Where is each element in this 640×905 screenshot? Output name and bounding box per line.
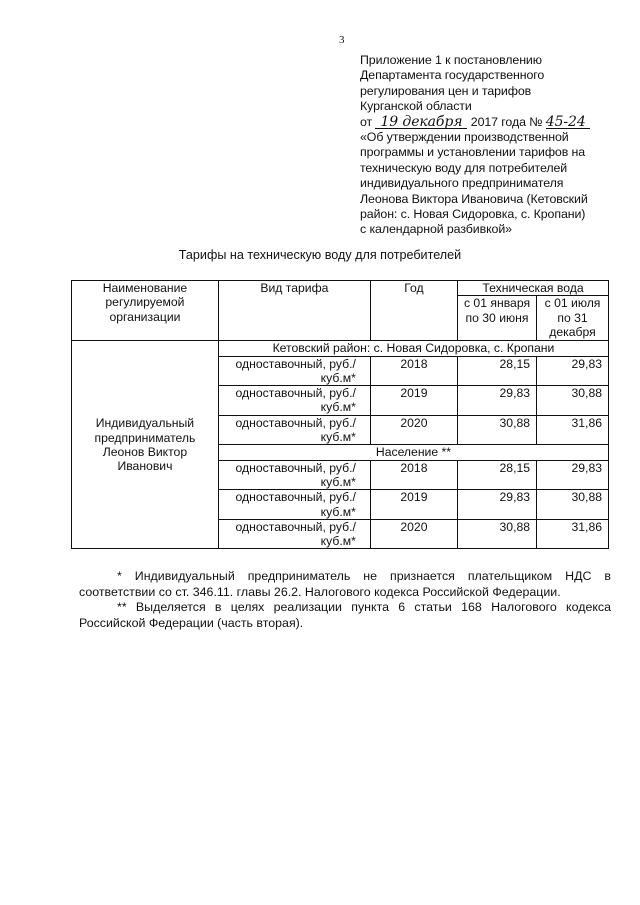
tariff-value-second-half: 29,83 (537, 356, 609, 386)
handwritten-date: 19 декабря (375, 116, 467, 129)
tariff-kind: одноставочный, руб./куб.м* (218, 460, 370, 490)
section-title: Население ** (218, 445, 608, 460)
tariff-value-first-half: 28,15 (458, 356, 537, 386)
appendix-line: индивидуального предпринимателя (360, 176, 564, 191)
tariff-value-second-half: 30,88 (537, 386, 609, 416)
tariff-value-second-half: 31,86 (537, 415, 609, 445)
appendix-line: с календарной разбивкой» (360, 222, 512, 237)
tariff-year: 2019 (370, 490, 457, 520)
table-header-row (72, 281, 609, 296)
header-technical-water: Техническая вода (458, 281, 609, 296)
appendix-line: Департамента государственного (360, 68, 545, 83)
tariff-value-second-half: 29,83 (537, 460, 609, 490)
tariff-year: 2020 (370, 415, 457, 445)
date-prefix: от (360, 114, 373, 129)
appendix-line: район: с. Новая Сидоровка, с. Кропани) (360, 207, 586, 222)
appendix-line: Курганской области (360, 99, 472, 114)
tariff-value-first-half: 30,88 (458, 519, 537, 549)
header-organization: Наименование регулируемой организации (72, 281, 219, 341)
section-title: Кетовский район: с. Новая Сидоровка, с. Кропани (218, 341, 608, 356)
tariff-year: 2019 (370, 386, 457, 416)
tariff-value-first-half: 29,83 (458, 386, 537, 416)
tariff-table (71, 280, 609, 549)
appendix-date-line (360, 115, 610, 130)
appendix-header (360, 53, 610, 238)
appendix-line: программы и установлении тарифов на (360, 145, 586, 160)
handwritten-number: 45-24 (546, 116, 590, 129)
table-title: Тарифы на техническую воду для потребителей (178, 248, 462, 262)
appendix-line: регулирования цен и тарифов (360, 83, 532, 98)
appendix-line: техническую воду для потребителей (360, 160, 568, 175)
organization-name: Индивидуальный предприниматель Леонов Виктор Иванович (72, 341, 219, 549)
page-number: 3 (339, 34, 345, 46)
tariff-year: 2018 (370, 460, 457, 490)
tariff-kind: одноставочный, руб./куб.м* (218, 415, 370, 445)
tariff-value-first-half: 30,88 (458, 415, 537, 445)
footnote-vat: * Индивидуальный предприниматель не признается плательщиком НДС в соответствии со ст. 346.11. главы 26.2. Налогового кодекса Российской Федерации. (79, 569, 611, 599)
tariff-value-first-half: 28,15 (458, 460, 537, 490)
header-tariff-type: Вид тарифа (218, 281, 370, 341)
appendix-line: «Об утверждении производственной (360, 130, 569, 145)
header-period-first-half: с 01 января по 30 июня (458, 296, 537, 341)
tariff-kind: одноставочный, руб./куб.м* (218, 490, 370, 520)
tariff-year: 2020 (370, 519, 457, 549)
tariff-kind: одноставочный, руб./куб.м* (218, 386, 370, 416)
appendix-line: Приложение 1 к постановлению (360, 53, 542, 67)
appendix-line: Леонова Виктора Ивановича (Кетовский (360, 191, 588, 206)
header-period-second-half: с 01 июля по 31 декабря (537, 296, 609, 341)
date-suffix: 2017 года № (470, 114, 543, 129)
tariff-kind: одноставочный, руб./куб.м* (218, 519, 370, 549)
tariff-year: 2018 (370, 356, 457, 386)
tariff-value-second-half: 30,88 (537, 490, 609, 520)
header-year: Год (370, 281, 457, 341)
tariff-value-first-half: 29,83 (458, 490, 537, 520)
section-row (72, 341, 609, 356)
tariff-kind: одноставочный, руб./куб.м* (218, 356, 370, 386)
tariff-value-second-half: 31,86 (537, 519, 609, 549)
footnotes (79, 569, 611, 631)
footnote-population: ** Выделяется в целях реализации пункта 6 статьи 168 Налогового кодекса Российской Федерации (часть вторая). (79, 600, 611, 630)
